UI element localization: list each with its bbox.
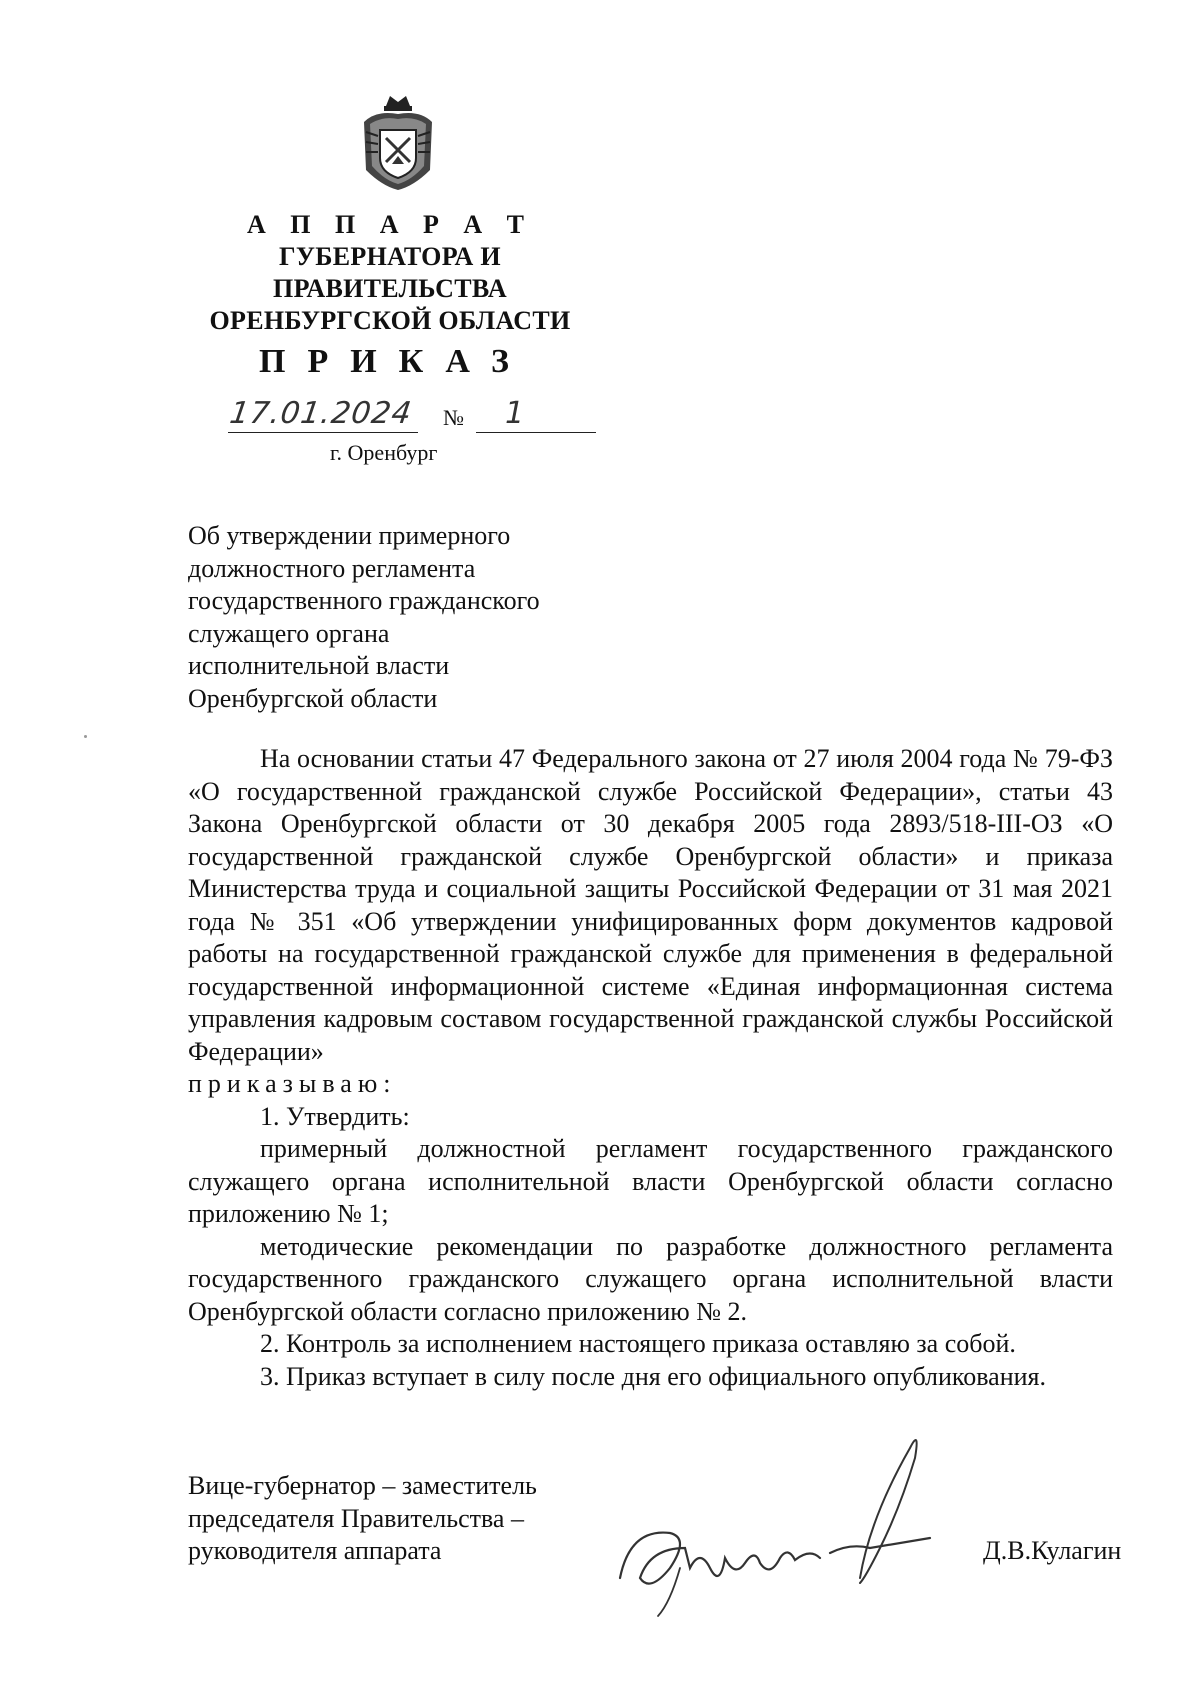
subject-line: исполнительной власти (188, 651, 450, 680)
subject-line: Об утверждении примерного (188, 521, 511, 550)
preamble-paragraph: На основании статьи 47 Федерального закона от 27 июля 2004 года № 79-ФЗ «О государственной гражданской службе Российской Федерации», статьи 43 Закона Оренбургской области от 30 декабря 2005 года 2893/518-III-ОЗ «О государственной гражданской службе Оренбургской области» и приказа Министерства труда и социальной защиты Российской Федерации от 31 мая 2021 года № 351 «Об утверждении унифицированных форм документов кадровой работы на государственной гражданской службе для применения в федеральной государственной информационной системе «Единая информационная система управления кадровым составом государственной гражданской службы Российской Федерации» (188, 744, 1113, 1066)
subject-line: Оренбургской области (188, 683, 438, 713)
subject-line: должностного регламента (188, 553, 476, 583)
signatory-position (188, 1470, 588, 1568)
item-1-recommendations: методические рекомендации по разработке должностного регламента государственного гражданского служащего органа исполнительной власти Оренбургской области согласно приложению № 2. (188, 1231, 1113, 1326)
document-body (188, 743, 1113, 1393)
org-name-line-4: ОРЕНБУРГСКОЙ ОБЛАСТИ (209, 306, 571, 335)
number-sign: № (443, 405, 464, 430)
subject-line: государственного гражданского (188, 586, 540, 615)
item-1-label: 1. Утвердить: (260, 1101, 410, 1131)
signatory-position-line: руководителя аппарата (188, 1536, 442, 1565)
handwritten-signature (610, 1418, 980, 1618)
coat-of-arms-icon (356, 92, 440, 192)
number-underline (476, 392, 596, 433)
signatory-position-line: председателя Правительства – (188, 1503, 524, 1533)
org-name-line-1: А П П А Р А Т (247, 210, 533, 239)
scan-speck (84, 735, 87, 738)
document-type-title: ПРИКАЗ (259, 343, 531, 380)
item-2-control: 2. Контроль за исполнением настоящего приказа оставляю за собой. (260, 1329, 1016, 1358)
item-3-effect: 3. Приказ вступает в силу после дня его официального опубликования. (260, 1361, 1046, 1391)
document-subject (188, 520, 608, 715)
subject-line: служащего органа (188, 618, 390, 648)
signatory-position-line: Вице-губернатор – заместитель (188, 1471, 537, 1500)
city-label: г. Оренбург (330, 440, 438, 465)
handwritten-date: 17.01.2024 (227, 396, 415, 431)
order-word: приказываю: (188, 1069, 397, 1098)
item-1-regulation: примерный должностной регламент государственного гражданского служащего органа исполнительной власти Оренбургской области согласно приложению № 1; (188, 1134, 1113, 1228)
handwritten-number: 1 (505, 396, 525, 431)
org-name-line-2: ГУБЕРНАТОРА И (279, 242, 501, 271)
org-name-line-3: ПРАВИТЕЛЬСТВА (273, 274, 507, 303)
signatory-name: Д.В.Кулагин (983, 1536, 1122, 1565)
